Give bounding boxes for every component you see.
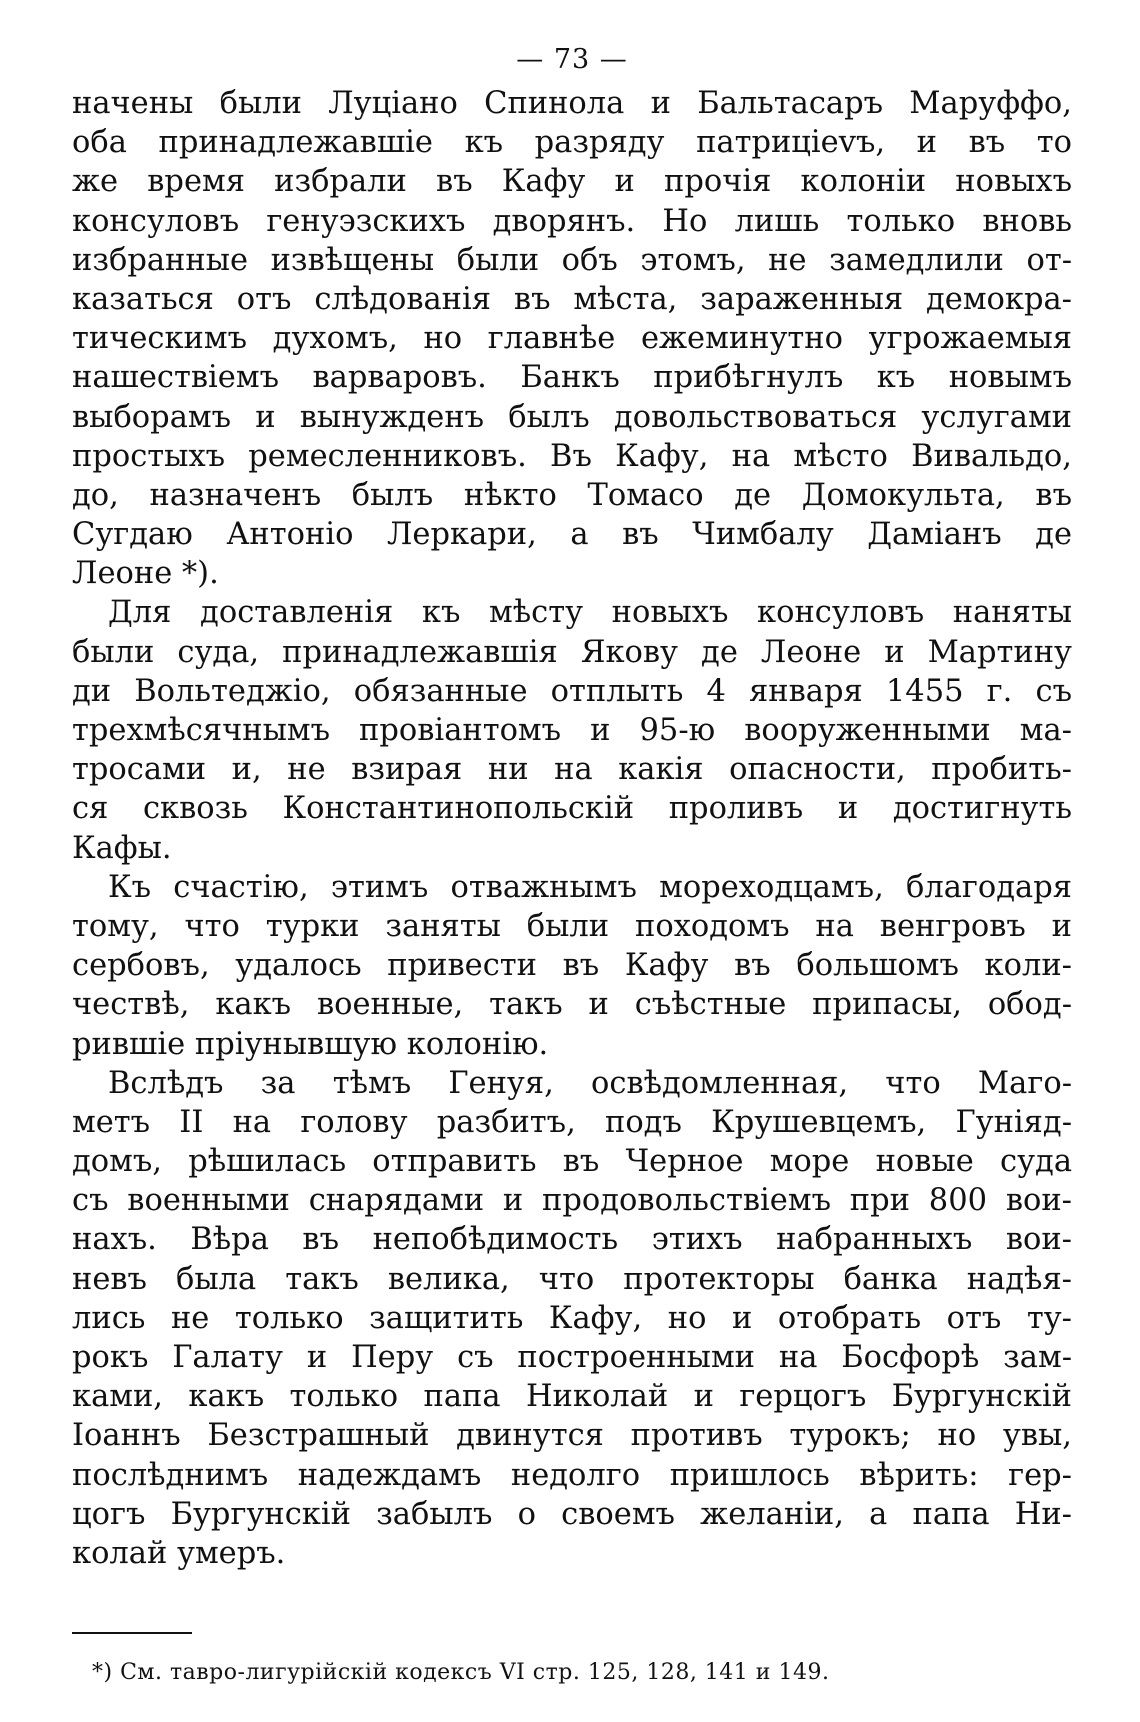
text-line: лись не только защитить Кафу, но и отобрать отъ ту- <box>72 1300 1072 1336</box>
text-line: сербовъ, удалось привести въ Кафу въ большомъ коли- <box>72 948 1072 984</box>
text-line: трехмѣсячнымъ провіантомъ и 95-ю вооруженными ма- <box>72 713 1072 748</box>
text-line: тическимъ духомъ, но главнѣе ежеминутно угрожаемыя <box>72 321 1072 357</box>
text-line: чествѣ, какъ военные, такъ и съѣстные припасы, обод- <box>72 987 1072 1023</box>
text-line: Кафы. <box>72 830 172 866</box>
text-line: оба принадлежавшіе къ разряду патрицievъ, и въ то <box>72 125 1072 161</box>
text-line: были суда, принадлежавшія Якову де Леоне и Мартину <box>72 634 1072 670</box>
text-line: ди Вольтеджіо, обязанные отплыть 4 января 1455 г. съ <box>72 673 1072 709</box>
text-line: выборамъ и вынужденъ былъ довольствоваться услугами <box>72 399 1072 435</box>
text-line: метъ II на голову разбитъ, подъ Крушевцемъ, Гуніяд- <box>72 1104 1072 1140</box>
text-line: Для доставленія къ мѣсту новыхъ консуловъ наняты <box>108 595 1072 631</box>
text-line: Вслѣдъ за тѣмъ Генуя, освѣдомленная, что Маго- <box>108 1065 1072 1101</box>
text-line: нахъ. Вѣра въ непобѣдимость этихъ набранныхъ вои- <box>72 1222 1072 1258</box>
text-line: нашествіемъ варваровъ. Банкъ прибѣгнулъ къ новымъ <box>72 360 1072 396</box>
page-number-text: — 73 — <box>516 44 628 75</box>
footnote: *) См. тавро-лигурійскій кодексъ VI стр. 125, 128, 141 и 149. <box>92 1660 830 1685</box>
text-line: цогъ Бургунскій забылъ о своемъ желаніи, а папа Ни- <box>72 1496 1072 1532</box>
text-line: домъ, рѣшилась отправить въ Черное море новые суда <box>72 1144 1072 1180</box>
footnote-divider <box>72 1632 192 1634</box>
paragraph-2 <box>72 593 1072 867</box>
paragraph-3 <box>72 868 1072 1064</box>
text-line: начены были Луціано Спинола и Бальтасаръ Маруффо, <box>72 86 1072 121</box>
text-line: тросами и, не взирая ни на какія опасности, пробить- <box>72 752 1072 788</box>
text-line: ками, какъ только папа Николай и герцогъ Бургунскій <box>72 1379 1072 1415</box>
text-line: невъ была такъ велика, что протекторы банка надѣя- <box>72 1261 1072 1297</box>
book-page <box>72 40 1072 1573</box>
text-line: рившіе пріунывшую колонію. <box>72 1026 549 1062</box>
text-line: казаться отъ слѣдованія въ мѣста, зараженныя демокра- <box>72 281 1072 317</box>
page-number <box>72 40 1072 80</box>
text-line: рокъ Галату и Перу съ построенными на Босфорѣ зам- <box>72 1340 1072 1375</box>
text-line: избранные извѣщены были объ этомъ, не замедлили от- <box>72 242 1072 278</box>
text-line: же время избрали въ Кафу и прочія колоніи новыхъ <box>72 164 1072 200</box>
text-line: Сугдаю Антоніо Леркари, а въ Чимбалу Даміанъ де <box>72 517 1072 553</box>
text-line: Къ счастію, этимъ отважнымъ мореходцамъ, благодаря <box>108 869 1072 905</box>
text-line: простыхъ ремесленниковъ. Въ Кафу, на мѣсто Вивальдо, <box>72 438 1072 474</box>
text-line: съ военными снарядами и продовольствіемъ при 800 вои- <box>72 1183 1072 1219</box>
paragraph-4 <box>72 1064 1072 1573</box>
text-line: Іоаннъ Безстрашный двинутся противъ турокъ; но увы, <box>72 1418 1072 1454</box>
paragraph-1 <box>72 84 1072 593</box>
text-line: колай умеръ. <box>72 1535 286 1571</box>
text-line: ся сквозь Константинопольскій проливъ и достигнуть <box>72 791 1072 827</box>
text-line: Леоне *). <box>72 556 219 592</box>
body-text <box>72 84 1072 1573</box>
text-line: до, назначенъ былъ нѣкто Томасо де Домокульта, въ <box>72 477 1072 513</box>
text-line: тому, что турки заняты были походомъ на венгровъ и <box>72 908 1072 944</box>
text-line: послѣднимъ надеждамъ недолго пришлось вѣрить: гер- <box>72 1457 1072 1493</box>
text-line: консуловъ генуэзскихъ дворянъ. Но лишь только вновь <box>72 203 1072 239</box>
